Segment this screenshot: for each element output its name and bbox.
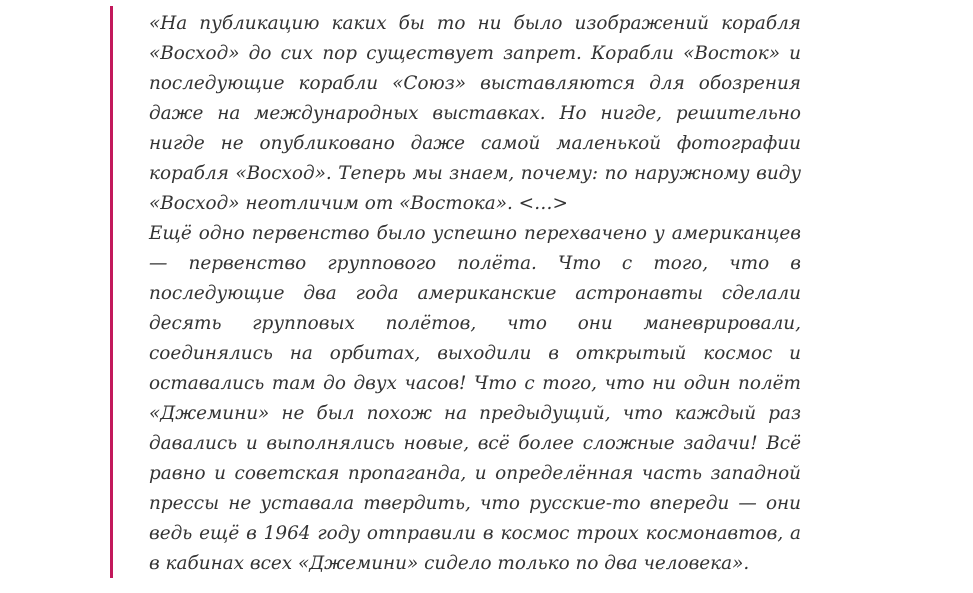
- blockquote-accent-bar: [110, 6, 113, 578]
- blockquote: [149, 9, 801, 579]
- quote-paragraph-2: Ещё одно первенство было успешно перехвачено у американцев — первенство группового полёта. Что с того, что в последующие два года американские астронавты сделали десять групповых полётов, что они маневрировали, соединялись на орбитах, выходили в открытый космос и оставались там до двух часов! Что с того, что ни один полёт «Джемини» не был похож на предыдущий, что каждый раз давались и выполнялись новые, всё более сложные задачи! Всё равно и советская пропаганда, и определённая часть западной прессы не уставала твердить, что русские-то впереди — они ведь ещё в 1964 году отправили в космос троих космонавтов, а в кабинах всех «Джемини» сидело только по два человека».: [149, 223, 801, 574]
- quote-paragraph-1: «На публикацию каких бы то ни было изображений корабля «Восход» до сих пор существует запрет. Корабли «Восток» и последующие корабли «Союз» выставляются для обозрения даже на международных выставках. Но нигде, решительно нигде не опубликовано даже самой маленькой фотографии корабля «Восход». Теперь мы знаем, почему: по наружному виду «Восход» неотличим от «Востока». <…>: [149, 13, 801, 214]
